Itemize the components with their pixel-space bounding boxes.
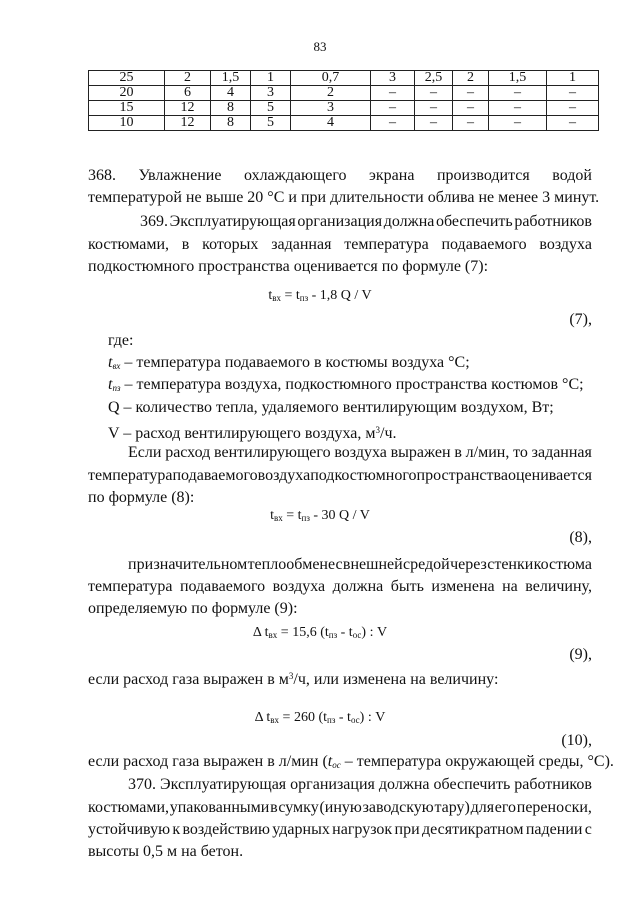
word: в bbox=[181, 236, 190, 253]
table-cell: 6 bbox=[165, 86, 211, 101]
table-cell: – bbox=[453, 116, 489, 131]
page-number: 83 bbox=[313, 39, 327, 54]
data-table bbox=[88, 70, 599, 131]
table-cell: – bbox=[453, 86, 489, 101]
def-v: V – расход вентилирующего воздуха, $м^3/ч$. bbox=[108, 425, 397, 442]
word: 369. bbox=[140, 213, 168, 230]
plmin-line1 bbox=[128, 442, 592, 464]
table-row bbox=[89, 101, 599, 116]
word: то bbox=[513, 444, 528, 461]
table-cell: 1,5 bbox=[489, 71, 547, 86]
word: при bbox=[394, 821, 420, 838]
word: воздуха bbox=[334, 444, 387, 461]
table-cell: 3 bbox=[291, 101, 371, 116]
word: для bbox=[470, 799, 495, 816]
word: на bbox=[502, 578, 518, 595]
table-cell: 2 bbox=[453, 71, 489, 86]
word: 368. bbox=[88, 167, 116, 184]
word: подаваемого bbox=[441, 236, 527, 253]
def-q: Q – количество тепла, удаляемого вентилирующим воздухом, Вт; bbox=[108, 399, 554, 416]
table-cell: 4 bbox=[211, 86, 251, 101]
word: должна bbox=[383, 213, 435, 230]
gas-lmin-line: если расход газа выражен в л/мин ($t_{ос}$ – температура окружающей среды, °С). bbox=[88, 753, 614, 770]
table-cell: 10 bbox=[89, 116, 165, 131]
gas-m3-line: если расход газа выражен в $м^3/ч$, или изменена на величину: bbox=[88, 671, 499, 688]
formula-7: $t_{вх} = t_{пз} - 1,8$ Q / V bbox=[268, 288, 372, 303]
word: обеспечить bbox=[435, 213, 513, 230]
word: средой bbox=[403, 556, 450, 573]
word: воздуха bbox=[272, 578, 326, 595]
table-cell: 2,5 bbox=[415, 71, 453, 86]
word: которых bbox=[202, 236, 259, 253]
word: экрана bbox=[369, 167, 415, 184]
word: охлаждающего bbox=[243, 167, 347, 184]
word: в bbox=[270, 799, 278, 816]
table-cell: – bbox=[371, 101, 415, 116]
formula-10: Δ $t_{вх} = 260$ $(t_{пз} - t_{ос})$ : V bbox=[254, 710, 386, 725]
table-cell: 4 bbox=[291, 116, 371, 131]
word: воздуха bbox=[257, 467, 311, 484]
plmin-line3: по формуле (8): bbox=[88, 489, 195, 506]
formula-8: $t_{вх} = t_{пз} - 30$ Q / V bbox=[270, 508, 370, 523]
word: пространства bbox=[416, 467, 508, 484]
table-cell: 1 bbox=[251, 71, 291, 86]
word: заданная bbox=[271, 236, 332, 253]
word: изменена bbox=[431, 578, 495, 595]
table-cell: – bbox=[547, 86, 599, 101]
word: работников bbox=[514, 213, 592, 230]
table-row bbox=[89, 86, 599, 101]
table-cell: – bbox=[371, 86, 415, 101]
table-cell: – bbox=[489, 116, 547, 131]
formula-9: Δ $t_{вх} = 15,6$ $(t_{пз} - t_{ос})$ : V bbox=[252, 625, 388, 640]
word: с bbox=[584, 821, 592, 838]
word: теплообмене bbox=[247, 556, 336, 573]
table-cell: 5 bbox=[251, 101, 291, 116]
table-cell: 0,7 bbox=[291, 71, 371, 86]
table-cell: – bbox=[547, 116, 599, 131]
formula-9-number: (9), bbox=[569, 646, 592, 663]
word: к bbox=[172, 821, 181, 838]
word: нагрузок bbox=[332, 821, 393, 838]
word: падении bbox=[525, 821, 583, 838]
word: подаваемого bbox=[172, 467, 258, 484]
word: величину, bbox=[525, 578, 592, 595]
table-cell: 2 bbox=[291, 86, 371, 101]
word: организация bbox=[297, 213, 383, 230]
word: температура bbox=[344, 236, 429, 253]
word: сумку bbox=[278, 799, 319, 816]
table-cell: – bbox=[415, 116, 453, 131]
table-cell: 12 bbox=[165, 116, 211, 131]
p369-line1 bbox=[140, 211, 592, 233]
p368-line2: температурой не выше 20 °С и при длительности облива не менее 3 минут. bbox=[88, 189, 600, 206]
table-cell: 1 bbox=[547, 71, 599, 86]
word: переноски, bbox=[516, 799, 592, 816]
plmin-line2 bbox=[88, 465, 592, 487]
table-cell: 8 bbox=[211, 101, 251, 116]
table-cell: 8 bbox=[211, 116, 251, 131]
word: Эксплуатирующая bbox=[169, 213, 296, 230]
table-cell: – bbox=[371, 116, 415, 131]
p370-line3 bbox=[88, 819, 592, 841]
word: 370. bbox=[128, 776, 156, 793]
table-row bbox=[89, 71, 599, 86]
p369-line2 bbox=[88, 234, 592, 256]
p370-line1 bbox=[128, 774, 592, 796]
word: тару) bbox=[434, 799, 470, 816]
word: воздуха bbox=[539, 236, 592, 253]
def-tvx: $t_{вх}$ – температура подаваемого в костюмы воздуха °С; bbox=[108, 354, 470, 371]
table-row bbox=[89, 116, 599, 131]
word: температура bbox=[88, 467, 173, 484]
word: Эксплуатирующая bbox=[160, 776, 287, 793]
p369-line3: подкостюмного пространства оценивается по формуле (7): bbox=[88, 258, 489, 275]
word: костюмами, bbox=[88, 236, 169, 253]
word: при bbox=[128, 556, 154, 573]
table-cell: 12 bbox=[165, 101, 211, 116]
word: выражен bbox=[390, 444, 451, 461]
word: заводскую bbox=[362, 799, 434, 816]
word: расход bbox=[165, 444, 211, 461]
word: должна bbox=[378, 776, 430, 793]
word: л/мин, bbox=[465, 444, 510, 461]
table-cell: 3 bbox=[251, 86, 291, 101]
word: организация bbox=[290, 776, 375, 793]
word: десятикратном bbox=[422, 821, 524, 838]
word: производится bbox=[436, 167, 530, 184]
word: воздействию bbox=[182, 821, 270, 838]
table-cell: – bbox=[415, 86, 453, 101]
word: должна bbox=[332, 578, 384, 595]
word: заданная bbox=[531, 444, 592, 461]
pheat-line3: определяемую по формуле (9): bbox=[88, 600, 298, 617]
word: подкостюмного bbox=[310, 467, 417, 484]
word: значительном bbox=[153, 556, 248, 573]
table-cell: 3 bbox=[371, 71, 415, 86]
word: работников bbox=[514, 776, 592, 793]
table-cell: 1,5 bbox=[211, 71, 251, 86]
word: костюмами, bbox=[88, 799, 169, 816]
word: упакованными bbox=[169, 799, 270, 816]
word: подаваемого bbox=[179, 578, 266, 595]
word: внешней bbox=[342, 556, 403, 573]
word: быть bbox=[390, 578, 424, 595]
word: его bbox=[494, 799, 517, 816]
word: в bbox=[454, 444, 462, 461]
word: Увлажнение bbox=[138, 167, 222, 184]
word: (иную bbox=[319, 799, 362, 816]
formula-10-number: (10), bbox=[561, 732, 592, 749]
where-label: где: bbox=[108, 332, 134, 349]
pheat-line1 bbox=[128, 554, 592, 576]
table-cell: 20 bbox=[89, 86, 165, 101]
table-cell: – bbox=[547, 101, 599, 116]
p370-line2 bbox=[88, 797, 592, 819]
p368-line1 bbox=[88, 165, 592, 187]
word: через bbox=[450, 556, 487, 573]
formula-7-number: (7), bbox=[569, 311, 592, 328]
table-cell: – bbox=[489, 86, 547, 101]
word: костюма bbox=[533, 556, 592, 573]
pheat-line2 bbox=[88, 576, 592, 598]
formula-8-number: (8), bbox=[569, 529, 592, 546]
p370-line4: высоты 0,5 м на бетон. bbox=[88, 843, 244, 860]
table-cell: 15 bbox=[89, 101, 165, 116]
word: устойчивую bbox=[88, 821, 171, 838]
word: оценивается bbox=[507, 467, 592, 484]
word: стенки bbox=[487, 556, 534, 573]
table-cell: 5 bbox=[251, 116, 291, 131]
word: с bbox=[335, 556, 343, 573]
word: вентилирующего bbox=[214, 444, 331, 461]
word: температура bbox=[88, 578, 173, 595]
table-cell: – bbox=[453, 101, 489, 116]
table-cell: 25 bbox=[89, 71, 165, 86]
word: водой bbox=[552, 167, 592, 184]
table-cell: 2 bbox=[165, 71, 211, 86]
word: Если bbox=[128, 444, 162, 461]
table-cell: – bbox=[489, 101, 547, 116]
word: ударных bbox=[272, 821, 330, 838]
def-tpz: $t_{пз}$ – температура воздуха, подкостюмного пространства костюмов °С; bbox=[108, 376, 584, 393]
word: обеспечить bbox=[433, 776, 511, 793]
table-cell: – bbox=[415, 101, 453, 116]
